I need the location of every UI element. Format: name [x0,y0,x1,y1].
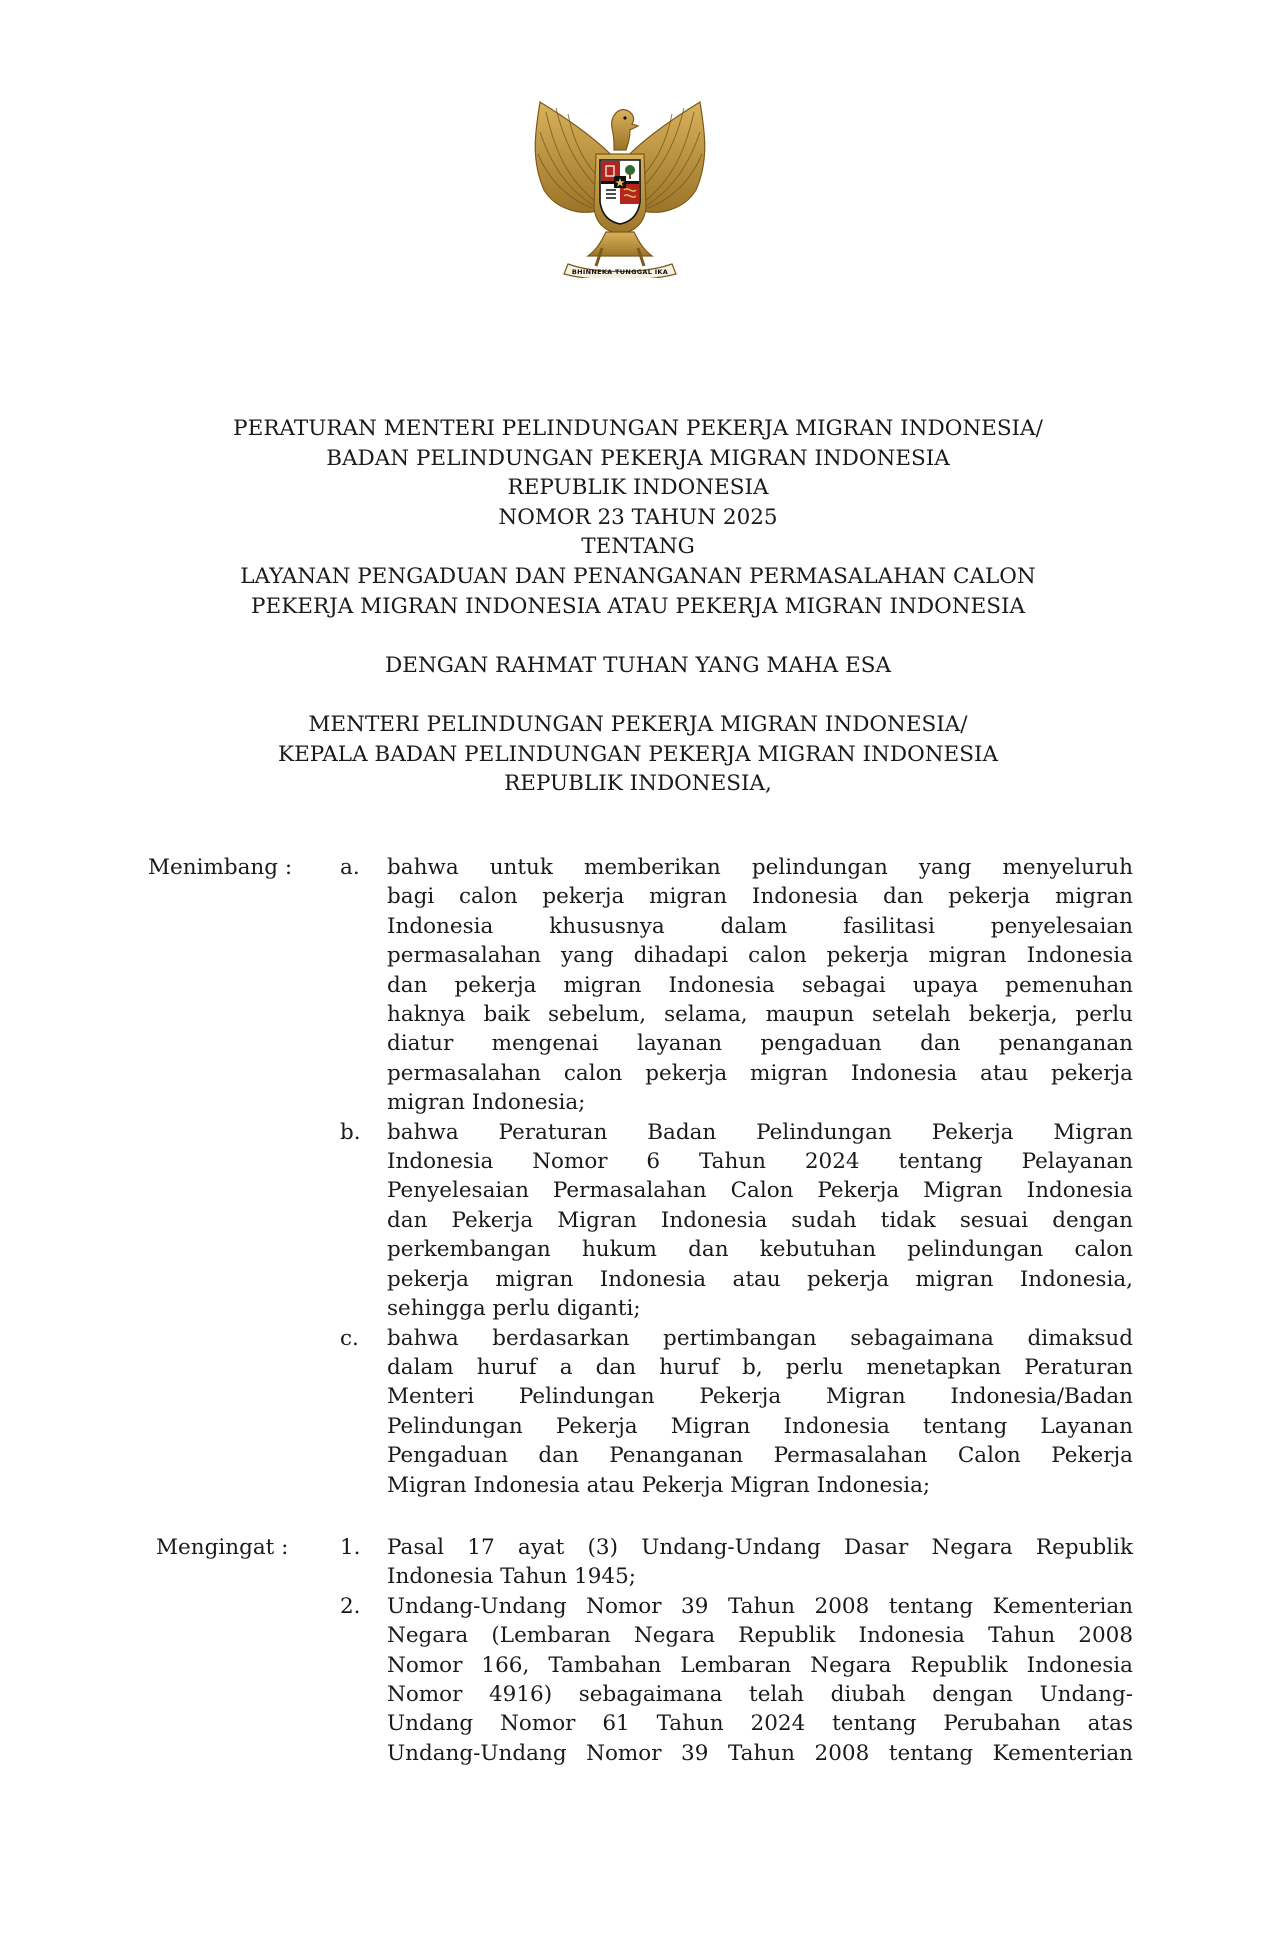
item-marker: b. [340,1119,361,1145]
text-line: bahwa berdasarkan pertimbangan sebagaimana dimaksud [387,1325,1133,1351]
garuda-pancasila-emblem [526,98,714,278]
text-line: permasalahan yang dihadapi calon pekerja migran Indonesia [387,943,1133,969]
item-marker: 2. [340,1593,361,1619]
item-text [387,1118,1133,1324]
text-line: migran Indonesia; [387,1090,586,1116]
text-line: bagi calon pekerja migran Indonesia dan pekerja migran [387,884,1133,910]
text-line: Indonesia Tahun 1945; [387,1564,637,1590]
text-line: dalam huruf a dan huruf b, perlu menetapkan Peraturan [387,1354,1133,1380]
authority-line: KEPALA BADAN PELINDUNGAN PEKERJA MIGRAN INDONESIA [278,741,998,767]
text-line: Nomor 166, Tambahan Lembaran Negara Republik Indonesia [387,1652,1133,1678]
text-line: sehingga perlu diganti; [387,1296,641,1322]
title-line: NOMOR 23 TAHUN 2025 [498,504,778,530]
text-line: Migran Indonesia atau Pekerja Migran Indonesia; [387,1472,931,1498]
text-line: Undang-Undang Nomor 39 Tahun 2008 tentang Kementerian [387,1740,1133,1766]
text-line: Undang Nomor 61 Tahun 2024 tentang Perubahan atas [387,1711,1133,1737]
menimbang-section [0,853,1276,1500]
text-line: Penyelesaian Permasalahan Calon Pekerja Migran Indonesia [387,1178,1133,1204]
text-line: Indonesia Nomor 6 Tahun 2024 tentang Pelayanan [387,1149,1133,1175]
text-line: dan pekerja migran Indonesia sebagai upaya pemenuhan [387,972,1133,998]
title-line: PEKERJA MIGRAN INDONESIA ATAU PEKERJA MIGRAN INDONESIA [251,593,1025,619]
regulation-title-block [140,414,1136,799]
title-line: LAYANAN PENGADUAN DAN PENANGANAN PERMASALAHAN CALON [240,563,1036,589]
text-line: perkembangan hukum dan kebutuhan pelindungan calon [387,1237,1133,1263]
considering-item-c [0,1324,1276,1500]
text-line: pekerja migran Indonesia atau pekerja migran Indonesia, [387,1266,1133,1292]
item-text [387,853,1133,1118]
text-line: Nomor 4916) sebagaimana telah diubah dengan Undang- [387,1682,1133,1708]
text-line: Negara (Lembaran Negara Republik Indonesia Tahun 2008 [387,1623,1133,1649]
title-line: BADAN PELINDUNGAN PEKERJA MIGRAN INDONESIA [326,445,950,471]
item-marker: a. [340,855,360,880]
mengingat-section [0,1533,1276,1768]
title-line: TENTANG [581,534,695,560]
text-line: bahwa untuk memberikan pelindungan yang menyeluruh [387,855,1133,880]
item-marker: 1. [340,1535,361,1560]
recalling-item-2 [0,1592,1276,1768]
recalling-item-1 [0,1533,1276,1592]
item-text [387,1592,1133,1768]
blessing-line: DENGAN RAHMAT TUHAN YANG MAHA ESA [385,652,891,678]
text-line: permasalahan calon pekerja migran Indonesia atau pekerja [387,1060,1133,1086]
text-line: dan Pekerja Migran Indonesia sudah tidak sesuai dengan [387,1207,1133,1233]
item-marker: c. [340,1325,359,1351]
authority-line: REPUBLIK INDONESIA, [504,771,772,797]
item-text [387,1533,1133,1592]
title-line: REPUBLIK INDONESIA [507,475,769,501]
text-line: diatur mengenai layanan pengaduan dan penanganan [387,1031,1133,1057]
text-line: Pelindungan Pekerja Migran Indonesia tentang Layanan [387,1413,1133,1439]
title-line: PERATURAN MENTERI PELINDUNGAN PEKERJA MIGRAN INDONESIA/ [233,416,1043,441]
text-line: Pengaduan dan Penanganan Permasalahan Calon Pekerja [387,1443,1133,1469]
svg-text:BHINNEKA TUNGGAL IKA: BHINNEKA TUNGGAL IKA [571,268,669,276]
text-line: Undang-Undang Nomor 39 Tahun 2008 tentang Kementerian [387,1593,1133,1619]
text-line: Menteri Pelindungan Pekerja Migran Indonesia/Badan [387,1384,1133,1410]
mengingat-label: Mengingat : [156,1535,289,1560]
text-line: haknya baik sebelum, selama, maupun setelah bekerja, perlu [387,1002,1133,1028]
text-line: Pasal 17 ayat (3) Undang-Undang Dasar Negara Republik [387,1535,1133,1560]
text-line: bahwa Peraturan Badan Pelindungan Pekerja Migran [387,1119,1133,1145]
considering-item-a [0,853,1276,1118]
menimbang-label: Menimbang : [148,855,293,880]
considering-item-b [0,1118,1276,1324]
item-text [387,1324,1133,1500]
text-line: Indonesia khususnya dalam fasilitasi penyelesaian [387,913,1133,939]
authority-line: MENTERI PELINDUNGAN PEKERJA MIGRAN INDONESIA/ [308,711,968,737]
